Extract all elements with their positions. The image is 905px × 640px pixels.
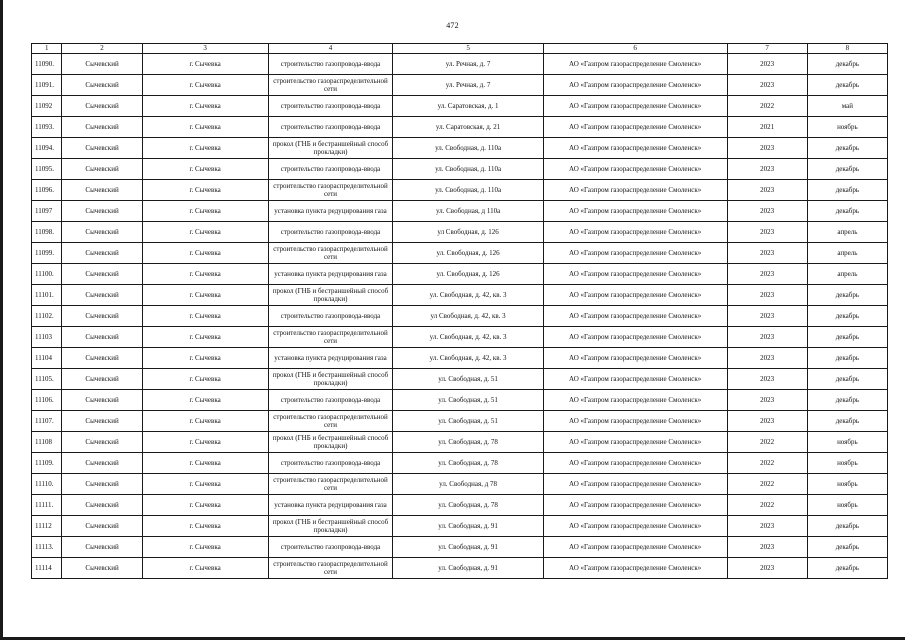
month-cell: ноябрь: [807, 495, 887, 516]
row-number-cell: 11101.: [32, 285, 62, 306]
year-cell: 2023: [727, 264, 807, 285]
settlement-cell: г. Сычевка: [142, 516, 268, 537]
organization-cell: АО «Газпром газораспределение Смоленск»: [543, 390, 727, 411]
settlement-cell: г. Сычевка: [142, 327, 268, 348]
district-cell: Сычевский: [62, 516, 142, 537]
table-row: [32, 348, 888, 369]
organization-cell: АО «Газпром газораспределение Смоленск»: [543, 264, 727, 285]
address-cell: ул. Свободная, д. 78: [393, 495, 543, 516]
row-number-cell: 11097: [32, 201, 62, 222]
year-cell: 2023: [727, 390, 807, 411]
column-header: 3: [142, 44, 268, 54]
month-cell: декабрь: [807, 516, 887, 537]
table-row: [32, 201, 888, 222]
district-cell: Сычевский: [62, 54, 142, 75]
month-cell: декабрь: [807, 537, 887, 558]
settlement-cell: г. Сычевка: [142, 411, 268, 432]
settlement-cell: г. Сычевка: [142, 222, 268, 243]
month-cell: декабрь: [807, 285, 887, 306]
organization-cell: АО «Газпром газораспределение Смоленск»: [543, 222, 727, 243]
work-type-cell: строительство газопровода-ввода: [268, 96, 393, 117]
row-number-cell: 11110.: [32, 474, 62, 495]
month-cell: апрель: [807, 243, 887, 264]
year-cell: 2023: [727, 243, 807, 264]
district-cell: Сычевский: [62, 432, 142, 453]
year-cell: 2023: [727, 180, 807, 201]
row-number-cell: 11104: [32, 348, 62, 369]
table-row: [32, 96, 888, 117]
table-row: [32, 474, 888, 495]
work-type-cell: строительство газораспределительной сети: [268, 243, 393, 264]
settlement-cell: г. Сычевка: [142, 348, 268, 369]
table-row: [32, 243, 888, 264]
month-cell: декабрь: [807, 327, 887, 348]
settlement-cell: г. Сычевка: [142, 264, 268, 285]
work-type-cell: строительство газораспределительной сети: [268, 327, 393, 348]
table-row: [32, 117, 888, 138]
district-cell: Сычевский: [62, 369, 142, 390]
address-cell: ул. Свободная, д. 42, кв. 3: [393, 348, 543, 369]
organization-cell: АО «Газпром газораспределение Смоленск»: [543, 180, 727, 201]
year-cell: 2023: [727, 537, 807, 558]
month-cell: декабрь: [807, 180, 887, 201]
organization-cell: АО «Газпром газораспределение Смоленск»: [543, 138, 727, 159]
month-cell: ноябрь: [807, 474, 887, 495]
month-cell: декабрь: [807, 201, 887, 222]
row-number-cell: 11103: [32, 327, 62, 348]
district-cell: Сычевский: [62, 222, 142, 243]
organization-cell: АО «Газпром газораспределение Смоленск»: [543, 453, 727, 474]
organization-cell: АО «Газпром газораспределение Смоленск»: [543, 348, 727, 369]
month-cell: декабрь: [807, 54, 887, 75]
year-cell: 2023: [727, 222, 807, 243]
table-row: [32, 453, 888, 474]
district-cell: Сычевский: [62, 411, 142, 432]
organization-cell: АО «Газпром газораспределение Смоленск»: [543, 327, 727, 348]
gasification-schedule-table: [31, 43, 888, 579]
month-cell: декабрь: [807, 159, 887, 180]
row-number-cell: 11109.: [32, 453, 62, 474]
address-cell: ул. Речная, д. 7: [393, 54, 543, 75]
district-cell: Сычевский: [62, 348, 142, 369]
work-type-cell: установка пункта редуцирования газа: [268, 201, 393, 222]
column-header: 7: [727, 44, 807, 54]
district-cell: Сычевский: [62, 327, 142, 348]
address-cell: ул. Свободная, д. 110а: [393, 159, 543, 180]
address-cell: ул. Свободная, д. 91: [393, 537, 543, 558]
district-cell: Сычевский: [62, 117, 142, 138]
table-row: [32, 327, 888, 348]
scan-edge-left: [0, 0, 3, 640]
address-cell: ул. Свободная, д. 126: [393, 243, 543, 264]
work-type-cell: прокол (ГНБ и бестраншейный способ прокладки): [268, 516, 393, 537]
table-row: [32, 138, 888, 159]
row-number-cell: 11108: [32, 432, 62, 453]
settlement-cell: г. Сычевка: [142, 369, 268, 390]
address-cell: ул. Свободная, д. 51: [393, 369, 543, 390]
work-type-cell: строительство газораспределительной сети: [268, 75, 393, 96]
year-cell: 2022: [727, 495, 807, 516]
month-cell: декабрь: [807, 138, 887, 159]
table-row: [32, 432, 888, 453]
work-type-cell: строительство газопровода-ввода: [268, 537, 393, 558]
settlement-cell: г. Сычевка: [142, 390, 268, 411]
settlement-cell: г. Сычевка: [142, 159, 268, 180]
row-number-cell: 11092: [32, 96, 62, 117]
district-cell: Сычевский: [62, 180, 142, 201]
district-cell: Сычевский: [62, 75, 142, 96]
work-type-cell: строительство газораспределительной сети: [268, 180, 393, 201]
district-cell: Сычевский: [62, 138, 142, 159]
row-number-cell: 11098.: [32, 222, 62, 243]
district-cell: Сычевский: [62, 159, 142, 180]
row-number-cell: 11091.: [32, 75, 62, 96]
organization-cell: АО «Газпром газораспределение Смоленск»: [543, 432, 727, 453]
work-type-cell: строительство газопровода-ввода: [268, 390, 393, 411]
year-cell: 2023: [727, 285, 807, 306]
organization-cell: АО «Газпром газораспределение Смоленск»: [543, 537, 727, 558]
organization-cell: АО «Газпром газораспределение Смоленск»: [543, 285, 727, 306]
month-cell: апрель: [807, 264, 887, 285]
work-type-cell: строительство газопровода-ввода: [268, 306, 393, 327]
district-cell: Сычевский: [62, 243, 142, 264]
work-type-cell: строительство газораспределительной сети: [268, 411, 393, 432]
district-cell: Сычевский: [62, 390, 142, 411]
work-type-cell: установка пункта редуцирования газа: [268, 264, 393, 285]
year-cell: 2023: [727, 516, 807, 537]
table-row: [32, 390, 888, 411]
organization-cell: АО «Газпром газораспределение Смоленск»: [543, 411, 727, 432]
work-type-cell: строительство газопровода-ввода: [268, 453, 393, 474]
address-cell: ул. Свободная, д 110а: [393, 201, 543, 222]
month-cell: декабрь: [807, 558, 887, 579]
month-cell: апрель: [807, 222, 887, 243]
work-type-cell: строительство газораспределительной сети: [268, 558, 393, 579]
table-row: [32, 558, 888, 579]
settlement-cell: г. Сычевка: [142, 285, 268, 306]
month-cell: ноябрь: [807, 117, 887, 138]
column-header: 8: [807, 44, 887, 54]
organization-cell: АО «Газпром газораспределение Смоленск»: [543, 474, 727, 495]
row-number-cell: 11095.: [32, 159, 62, 180]
column-header: 1: [32, 44, 62, 54]
work-type-cell: строительство газораспределительной сети: [268, 474, 393, 495]
row-number-cell: 11099.: [32, 243, 62, 264]
row-number-cell: 11113.: [32, 537, 62, 558]
settlement-cell: г. Сычевка: [142, 243, 268, 264]
year-cell: 2021: [727, 117, 807, 138]
table-row: [32, 159, 888, 180]
table-row: [32, 369, 888, 390]
year-cell: 2023: [727, 348, 807, 369]
organization-cell: АО «Газпром газораспределение Смоленск»: [543, 96, 727, 117]
district-cell: Сычевский: [62, 96, 142, 117]
work-type-cell: установка пункта редуцирования газа: [268, 495, 393, 516]
table-row: [32, 516, 888, 537]
table-header: [32, 44, 888, 54]
organization-cell: АО «Газпром газораспределение Смоленск»: [543, 75, 727, 96]
work-type-cell: строительство газопровода-ввода: [268, 117, 393, 138]
column-header: 6: [543, 44, 727, 54]
table-row: [32, 180, 888, 201]
row-number-cell: 11106.: [32, 390, 62, 411]
district-cell: Сычевский: [62, 474, 142, 495]
month-cell: декабрь: [807, 75, 887, 96]
settlement-cell: г. Сычевка: [142, 138, 268, 159]
address-cell: ул. Свободная, д. 42, кв. 3: [393, 285, 543, 306]
row-number-cell: 11107.: [32, 411, 62, 432]
settlement-cell: г. Сычевка: [142, 432, 268, 453]
organization-cell: АО «Газпром газораспределение Смоленск»: [543, 159, 727, 180]
settlement-cell: г. Сычевка: [142, 495, 268, 516]
row-number-cell: 11100.: [32, 264, 62, 285]
district-cell: Сычевский: [62, 453, 142, 474]
address-cell: ул Свободная, д. 126: [393, 222, 543, 243]
address-cell: ул. Свободная, д. 126: [393, 264, 543, 285]
table-row: [32, 54, 888, 75]
organization-cell: АО «Газпром газораспределение Смоленск»: [543, 495, 727, 516]
district-cell: Сычевский: [62, 495, 142, 516]
organization-cell: АО «Газпром газораспределение Смоленск»: [543, 516, 727, 537]
month-cell: декабрь: [807, 411, 887, 432]
settlement-cell: г. Сычевка: [142, 117, 268, 138]
address-cell: ул. Свободная, д. 78: [393, 432, 543, 453]
month-cell: декабрь: [807, 390, 887, 411]
year-cell: 2022: [727, 453, 807, 474]
year-cell: 2023: [727, 159, 807, 180]
address-cell: ул. Свободная, д. 42, кв. 3: [393, 327, 543, 348]
address-cell: ул. Свободная, д. 51: [393, 390, 543, 411]
settlement-cell: г. Сычевка: [142, 75, 268, 96]
month-cell: декабрь: [807, 369, 887, 390]
column-header: 2: [62, 44, 142, 54]
year-cell: 2022: [727, 96, 807, 117]
work-type-cell: прокол (ГНБ и бестраншейный способ прокладки): [268, 285, 393, 306]
organization-cell: АО «Газпром газораспределение Смоленск»: [543, 369, 727, 390]
row-number-cell: 11112: [32, 516, 62, 537]
table-row: [32, 306, 888, 327]
column-number-row: [32, 44, 888, 54]
row-number-cell: 11114: [32, 558, 62, 579]
work-type-cell: прокол (ГНБ и бестраншейный способ прокладки): [268, 138, 393, 159]
address-cell: ул. Свободная, д. 91: [393, 516, 543, 537]
row-number-cell: 11111.: [32, 495, 62, 516]
address-cell: ул. Свободная, д. 110а: [393, 138, 543, 159]
address-cell: ул. Свободная, д. 51: [393, 411, 543, 432]
year-cell: 2023: [727, 558, 807, 579]
organization-cell: АО «Газпром газораспределение Смоленск»: [543, 54, 727, 75]
table-row: [32, 75, 888, 96]
table-row: [32, 411, 888, 432]
month-cell: ноябрь: [807, 432, 887, 453]
table-body: [32, 54, 888, 579]
year-cell: 2022: [727, 432, 807, 453]
district-cell: Сычевский: [62, 558, 142, 579]
district-cell: Сычевский: [62, 537, 142, 558]
settlement-cell: г. Сычевка: [142, 96, 268, 117]
row-number-cell: 11090.: [32, 54, 62, 75]
year-cell: 2023: [727, 201, 807, 222]
settlement-cell: г. Сычевка: [142, 558, 268, 579]
address-cell: ул. Свободная, д 78: [393, 474, 543, 495]
district-cell: Сычевский: [62, 285, 142, 306]
month-cell: ноябрь: [807, 453, 887, 474]
year-cell: 2023: [727, 327, 807, 348]
address-cell: ул. Свободная, д. 91: [393, 558, 543, 579]
settlement-cell: г. Сычевка: [142, 201, 268, 222]
organization-cell: АО «Газпром газораспределение Смоленск»: [543, 306, 727, 327]
address-cell: ул. Саратовская, д. 1: [393, 96, 543, 117]
organization-cell: АО «Газпром газораспределение Смоленск»: [543, 117, 727, 138]
table-row: [32, 285, 888, 306]
year-cell: 2023: [727, 54, 807, 75]
row-number-cell: 11105.: [32, 369, 62, 390]
row-number-cell: 11102.: [32, 306, 62, 327]
table-row: [32, 537, 888, 558]
work-type-cell: строительство газопровода-ввода: [268, 222, 393, 243]
column-header: 4: [268, 44, 393, 54]
work-type-cell: установка пункта редуцирования газа: [268, 348, 393, 369]
settlement-cell: г. Сычевка: [142, 453, 268, 474]
address-cell: ул. Речная, д. 7: [393, 75, 543, 96]
address-cell: ул. Саратовская, д. 21: [393, 117, 543, 138]
year-cell: 2023: [727, 369, 807, 390]
organization-cell: АО «Газпром газораспределение Смоленск»: [543, 243, 727, 264]
year-cell: 2022: [727, 474, 807, 495]
settlement-cell: г. Сычевка: [142, 474, 268, 495]
row-number-cell: 11093.: [32, 117, 62, 138]
work-type-cell: прокол (ГНБ и бестраншейный способ прокладки): [268, 369, 393, 390]
district-cell: Сычевский: [62, 306, 142, 327]
work-type-cell: строительство газопровода-ввода: [268, 159, 393, 180]
table-row: [32, 495, 888, 516]
address-cell: ул. Свободная, д. 78: [393, 453, 543, 474]
page-number: 472: [446, 21, 459, 30]
month-cell: май: [807, 96, 887, 117]
address-cell: ул Свободная, д. 42, кв. 3: [393, 306, 543, 327]
district-cell: Сычевский: [62, 264, 142, 285]
year-cell: 2023: [727, 306, 807, 327]
settlement-cell: г. Сычевка: [142, 180, 268, 201]
address-cell: ул. Свободная, д. 110а: [393, 180, 543, 201]
table-row: [32, 264, 888, 285]
column-header: 5: [393, 44, 543, 54]
month-cell: декабрь: [807, 306, 887, 327]
district-cell: Сычевский: [62, 201, 142, 222]
year-cell: 2023: [727, 411, 807, 432]
work-type-cell: строительство газопровода-ввода: [268, 54, 393, 75]
settlement-cell: г. Сычевка: [142, 54, 268, 75]
organization-cell: АО «Газпром газораспределение Смоленск»: [543, 558, 727, 579]
settlement-cell: г. Сычевка: [142, 537, 268, 558]
row-number-cell: 11094.: [32, 138, 62, 159]
settlement-cell: г. Сычевка: [142, 306, 268, 327]
table-row: [32, 222, 888, 243]
organization-cell: АО «Газпром газораспределение Смоленск»: [543, 201, 727, 222]
month-cell: декабрь: [807, 348, 887, 369]
row-number-cell: 11096.: [32, 180, 62, 201]
year-cell: 2023: [727, 75, 807, 96]
work-type-cell: прокол (ГНБ и бестраншейный способ прокладки): [268, 432, 393, 453]
year-cell: 2023: [727, 138, 807, 159]
